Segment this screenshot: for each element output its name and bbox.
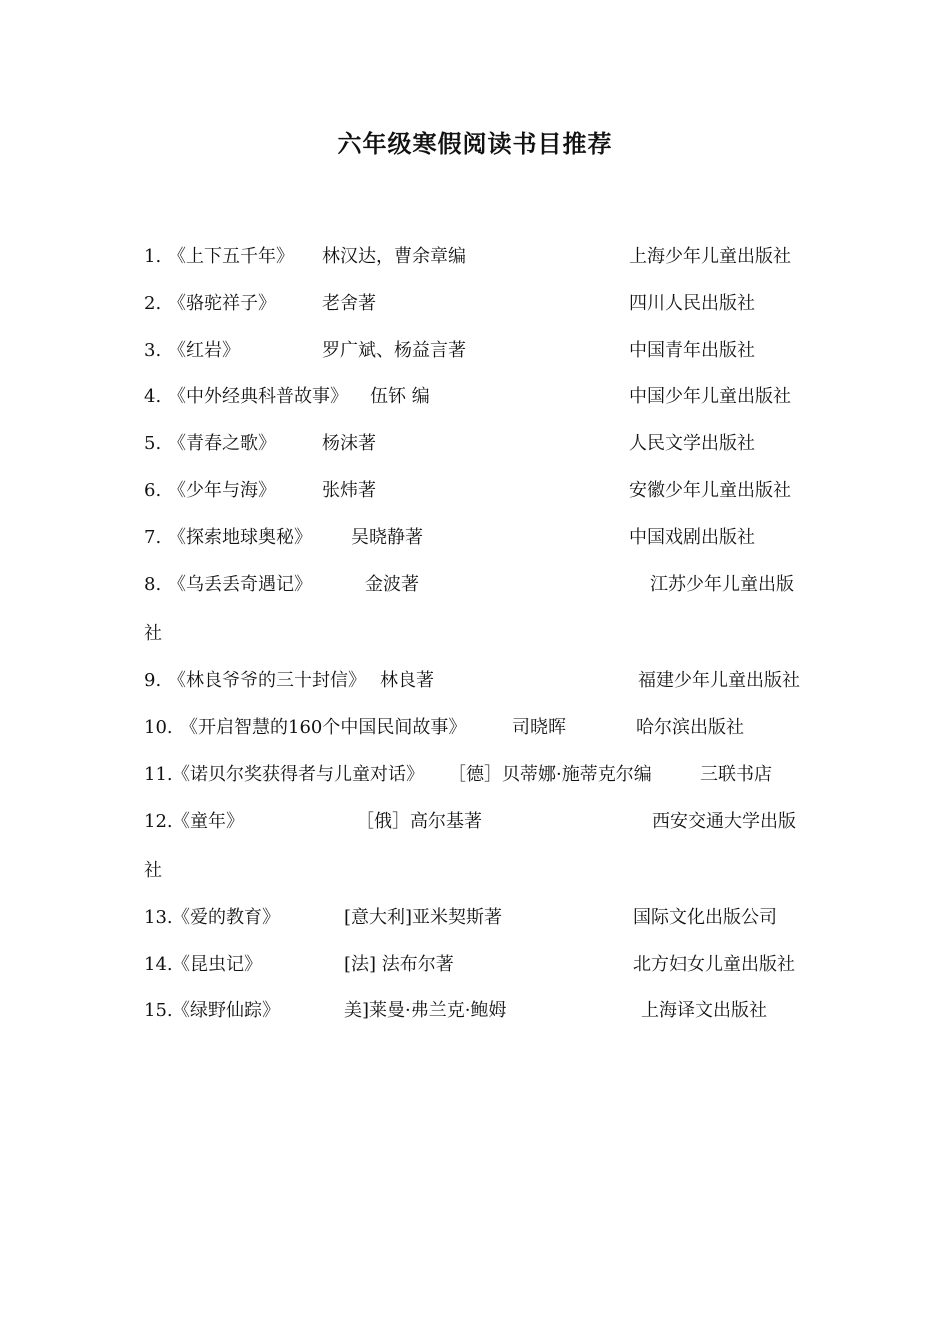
entry-number: 10. (144, 717, 173, 738)
book-title: 《林良爷爷的三十封信》 (168, 670, 366, 691)
book-author: 林汉达，曹余章编 (322, 246, 466, 267)
book-publisher: 西安交通大学出版 (652, 811, 796, 832)
entry-number: 13. (144, 907, 173, 928)
entry-number: 8. (144, 574, 162, 595)
book-author: [法] 法布尔著 (344, 954, 454, 975)
book-title: 《爱的教育》 (172, 907, 280, 928)
book-title: 《童年》 (172, 811, 244, 832)
entry-number: 5. (144, 433, 162, 454)
book-publisher: 上海译文出版社 (641, 1000, 767, 1021)
publisher-continuation-text: 社 (144, 860, 162, 881)
entry-number: 12. (144, 811, 173, 832)
book-publisher: 三联书店 (700, 764, 772, 785)
book-author: 伍钚 编 (370, 386, 430, 407)
book-title: 《青春之歌》 (168, 433, 276, 454)
book-publisher: 四川人民出版社 (629, 293, 755, 314)
book-entry (0, 570, 950, 600)
page-title: 六年级寒假阅读书目推荐 (337, 129, 613, 158)
book-entry (0, 336, 950, 366)
book-title: 《开启智慧的160个中国民间故事》 (180, 717, 467, 738)
book-publisher: 中国少年儿童出版社 (629, 386, 791, 407)
book-entry (0, 807, 950, 837)
book-title: 《昆虫记》 (172, 954, 262, 975)
book-author: 吴晓静著 (351, 527, 423, 548)
book-author: 金波著 (365, 574, 419, 595)
book-title: 《探索地球奥秘》 (168, 527, 312, 548)
book-author: 罗广斌、杨益言著 (322, 340, 466, 361)
book-title: 《上下五千年》 (168, 246, 294, 267)
book-title: 《绿野仙踪》 (172, 1000, 280, 1021)
book-author: 老舍著 (322, 293, 376, 314)
book-publisher: 福建少年儿童出版社 (638, 670, 800, 691)
entry-number: 9. (144, 670, 162, 691)
book-author: 杨沫著 (322, 433, 376, 454)
book-author: 林良著 (380, 670, 434, 691)
book-title: 《红岩》 (168, 340, 240, 361)
entry-number: 15. (144, 1000, 173, 1021)
publisher-continuation (0, 856, 950, 886)
book-title: 《诺贝尔奖获得者与儿童对话》 (172, 764, 424, 785)
book-publisher: 中国青年出版社 (629, 340, 755, 361)
book-entry (0, 429, 950, 459)
entry-number: 6. (144, 480, 162, 501)
book-entry (0, 523, 950, 553)
entry-number: 11. (144, 764, 173, 785)
book-title: 《乌丢丢奇遇记》 (168, 574, 312, 595)
book-entry (0, 666, 950, 696)
book-title: 《骆驼祥子》 (168, 293, 276, 314)
publisher-continuation-text: 社 (144, 623, 162, 644)
book-entry (0, 903, 950, 933)
entry-number: 1. (144, 246, 162, 267)
book-publisher: 国际文化出版公司 (633, 907, 777, 928)
book-publisher: 北方妇女儿童出版社 (633, 954, 795, 975)
entry-number: 3. (144, 340, 162, 361)
entry-number: 2. (144, 293, 162, 314)
book-author: 美]莱曼·弗兰克·鲍姆 (344, 1000, 507, 1021)
book-publisher: 人民文学出版社 (629, 433, 755, 454)
book-entry (0, 242, 950, 272)
book-author: ［俄］高尔基著 (356, 811, 482, 832)
book-publisher: 中国戏剧出版社 (629, 527, 755, 548)
book-publisher: 江苏少年儿童出版 (650, 574, 794, 595)
book-title: 《中外经典科普故事》 (168, 386, 348, 407)
book-author: [意大利]亚米契斯著 (344, 907, 503, 928)
entry-number: 4. (144, 386, 162, 407)
book-author: 张炜著 (322, 480, 376, 501)
book-entry (0, 476, 950, 506)
book-entry (0, 760, 950, 790)
book-author: ［德］贝蒂娜·施蒂克尔编 (448, 764, 652, 785)
book-entry (0, 289, 950, 319)
book-entry (0, 382, 950, 412)
book-publisher: 上海少年儿童出版社 (629, 246, 791, 267)
book-title: 《少年与海》 (168, 480, 276, 501)
book-entry (0, 996, 950, 1026)
book-entry (0, 713, 950, 743)
book-author: 司晓晖 (512, 717, 566, 738)
book-entry (0, 950, 950, 980)
book-publisher: 哈尔滨出版社 (636, 717, 744, 738)
publisher-continuation (0, 619, 950, 649)
entry-number: 14. (144, 954, 173, 975)
book-publisher: 安徽少年儿童出版社 (629, 480, 791, 501)
entry-number: 7. (144, 527, 162, 548)
